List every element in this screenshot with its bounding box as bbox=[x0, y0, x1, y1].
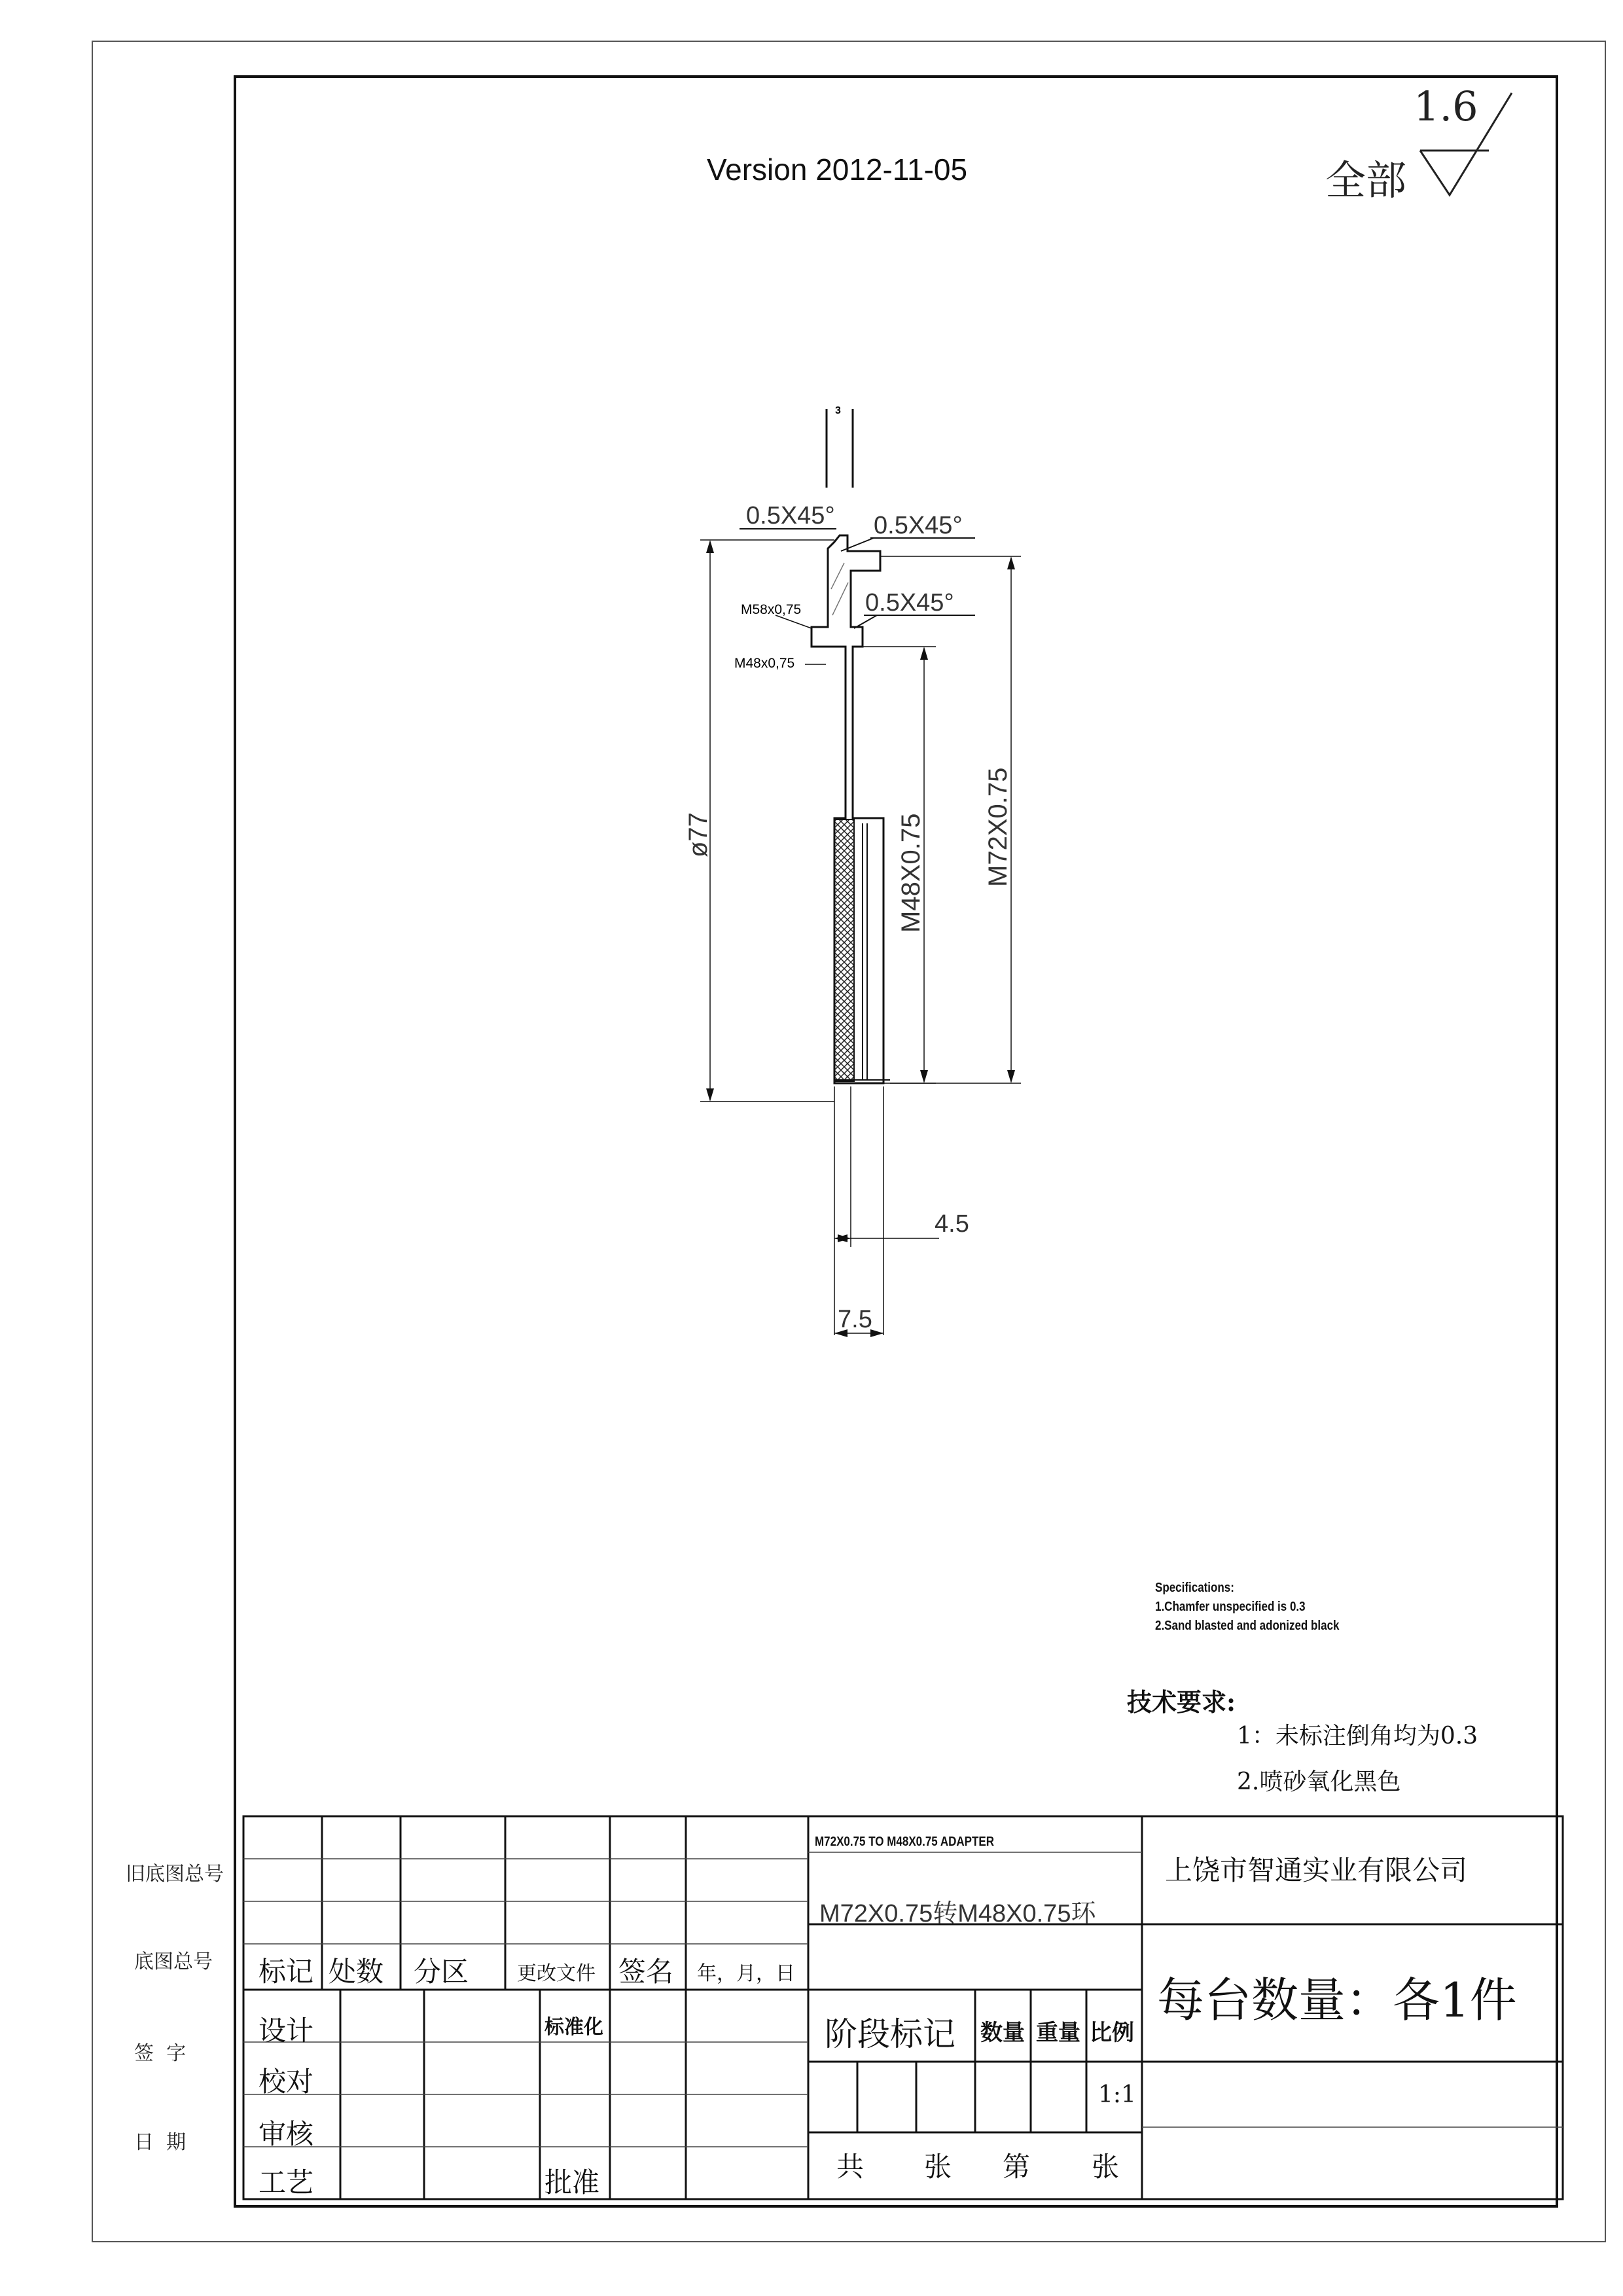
scale-value: 1:1 bbox=[1098, 2081, 1136, 2108]
side-label-base-number: 底图总号 bbox=[134, 1950, 213, 1973]
approval-label: 批准 bbox=[544, 2166, 600, 2198]
dim-thin-label: 4.5 bbox=[935, 1210, 969, 1238]
sheet-index-suffix: 张 bbox=[1092, 2151, 1120, 2183]
tech-requirements-item: 2.喷砂氧化黑色 bbox=[1237, 1768, 1401, 1795]
chamfer-label-left: 0.5X45° bbox=[746, 502, 835, 529]
rev-header-zone: 分区 bbox=[414, 1956, 469, 1988]
weight-header: 重量 bbox=[1036, 2020, 1080, 2046]
side-label-date: 日 期 bbox=[134, 2131, 187, 2154]
role-process: 工艺 bbox=[259, 2166, 314, 2198]
company-name: 上饶市智通实业有限公司 bbox=[1165, 1854, 1468, 1886]
thread-label-m48: M48x0,75 bbox=[734, 656, 795, 671]
side-label-signature: 签 字 bbox=[134, 2042, 187, 2065]
tech-requirements-item: 1：未标注倒角均为0.3 bbox=[1237, 1723, 1478, 1749]
section-mark-label: 3 bbox=[835, 405, 841, 416]
part-name-chinese: M72X0.75转M48X0.75环 bbox=[819, 1900, 1096, 1928]
rev-header-count: 处数 bbox=[329, 1956, 384, 1988]
role-review: 审核 bbox=[259, 2118, 314, 2150]
rev-header-date: 年，月，日 bbox=[697, 1962, 795, 1985]
rev-header-change-doc: 更改文件 bbox=[517, 1962, 596, 1985]
scale-header: 比例 bbox=[1090, 2020, 1134, 2046]
specifications-item: 2.Sand blasted and adonized black bbox=[1155, 1619, 1340, 1633]
sheet-total-prefix: 共 bbox=[836, 2151, 865, 2183]
dim-diameter-label: ø77 bbox=[684, 812, 713, 857]
specifications-item: 1.Chamfer unspecified is 0.3 bbox=[1155, 1600, 1306, 1614]
role-design: 设计 bbox=[259, 2015, 314, 2047]
quantity-header: 数量 bbox=[980, 2020, 1025, 2046]
quantity-per-unit: 每台数量：各1件 bbox=[1157, 1973, 1517, 2028]
tech-requirements-title: 技术要求: bbox=[1127, 1687, 1236, 1717]
part-name-english: M72X0.75 TO M48X0.75 ADAPTER bbox=[815, 1835, 995, 1849]
rev-header-signature: 签名 bbox=[618, 1956, 674, 1988]
version-label: Version 2012-11-05 bbox=[707, 152, 968, 187]
side-label-old-base-number: 旧底图总号 bbox=[126, 1863, 224, 1886]
rev-header-mark: 标记 bbox=[259, 1956, 314, 1988]
chamfer-label-top-right: 0.5X45° bbox=[874, 512, 963, 539]
role-check: 校对 bbox=[259, 2066, 314, 2098]
sheet-total-suffix: 张 bbox=[924, 2151, 952, 2183]
sheet-index-prefix: 第 bbox=[1003, 2151, 1031, 2183]
dim-total-label: 7.5 bbox=[838, 1306, 872, 1333]
roughness-scope-label: 全部 bbox=[1325, 156, 1407, 204]
roughness-value: 1.6 bbox=[1414, 82, 1478, 130]
standardization-label: 标准化 bbox=[544, 2016, 603, 2039]
thread-label-m58: M58x0,75 bbox=[741, 602, 802, 617]
specifications-title: Specifications: bbox=[1155, 1581, 1234, 1595]
dim-inner-thread-label: M48X0.75 bbox=[897, 813, 925, 933]
dim-outer-thread-label: M72X0.75 bbox=[984, 767, 1012, 887]
stage-mark-header: 阶段标记 bbox=[825, 2015, 955, 2053]
chamfer-label-middle: 0.5X45° bbox=[865, 589, 954, 617]
